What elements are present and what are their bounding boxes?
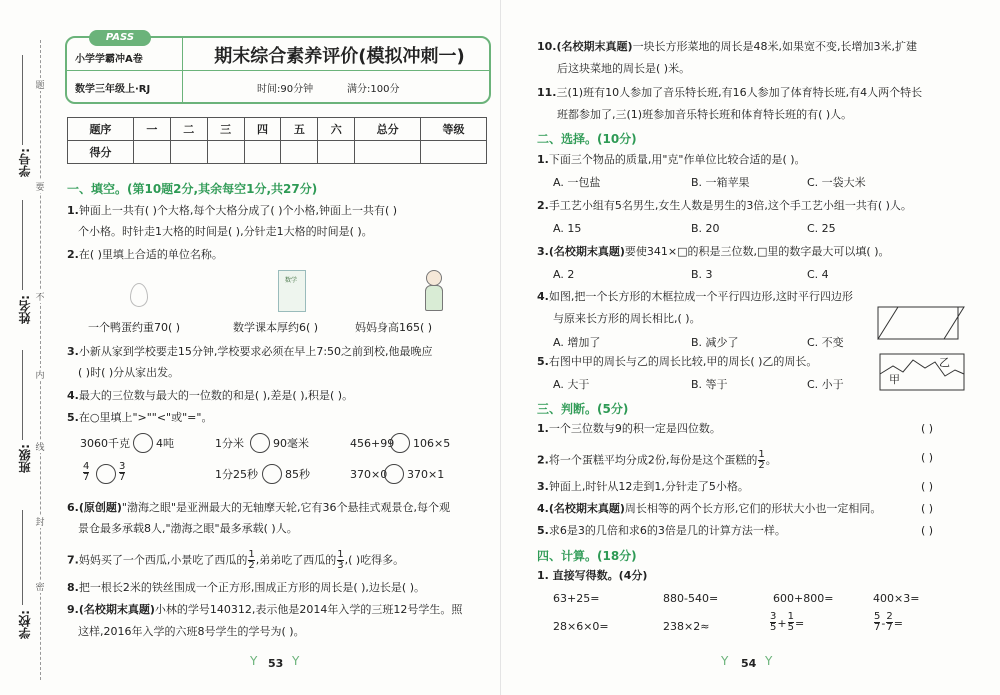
fraction-one-third	[337, 550, 343, 571]
choice-option[interactable]: A. 2	[553, 268, 575, 281]
question-text: 将一个蛋糕平均分成2份,每份是这个蛋糕的	[548, 453, 758, 467]
fraction-one-half	[758, 450, 764, 471]
score-table-header: 一	[133, 118, 170, 141]
calc-item: 63+25=	[553, 592, 600, 605]
judge-4	[537, 502, 881, 515]
sprout-icon: Y	[765, 654, 773, 668]
question-text: 三(1)班有10人参加了音乐特长班,有16人参加了体育特长班,有4人两个特长	[556, 86, 923, 99]
compare-circle[interactable]	[384, 464, 404, 484]
question-text: 周长相等的两个长方形,它们的形状大小也一定相同。	[624, 502, 882, 515]
score-cell[interactable]	[355, 141, 421, 164]
fraction-denominator: 7	[83, 472, 90, 483]
question-text: ,弟弟吃了西瓜的	[255, 553, 337, 567]
score-table	[67, 117, 487, 164]
question-number: 6.	[67, 501, 79, 514]
q2-choice-mother: 妈妈身高165( )	[355, 321, 433, 334]
question-number: 4.	[537, 290, 549, 303]
question-number: 7.	[67, 553, 79, 567]
compare-right: 106×5	[413, 437, 451, 450]
question-text: 求6是3的几倍和求6的3倍是几的计算方法一样。	[548, 524, 786, 537]
question-text: 要使341×□的积是三位数,□里的数字最大可以填( )。	[624, 245, 890, 258]
judge-answer-paren[interactable]: ( )	[921, 502, 934, 515]
compare-right: 90毫米	[273, 437, 309, 450]
question-source: (名校期末真题)	[556, 40, 633, 53]
score-table-header: 题序	[68, 118, 134, 141]
compare-right: 85秒	[285, 468, 310, 481]
calc-item: 600+800=	[773, 592, 834, 605]
fraction-denominator: 5	[787, 622, 794, 633]
name-line[interactable]	[22, 200, 23, 290]
fraction-denominator: 7	[119, 472, 126, 483]
class-line[interactable]	[22, 350, 23, 440]
question-number: 3.	[537, 480, 549, 493]
fraction-three-sevenths	[118, 462, 126, 483]
choice-option[interactable]: A. 一包盐	[553, 176, 601, 189]
score-table-row	[68, 141, 487, 164]
score-table-header: 等级	[421, 118, 487, 141]
question-number: 5.	[537, 524, 549, 537]
judge-answer-paren[interactable]: ( )	[921, 451, 934, 464]
jia-yi-figure	[879, 352, 965, 392]
school-line[interactable]	[22, 510, 23, 605]
fraction-denominator: 7	[874, 622, 881, 633]
mother-image	[426, 270, 442, 286]
judge-answer-paren[interactable]: ( )	[921, 524, 934, 537]
sprout-icon: Y	[250, 654, 258, 668]
seal-word: 要	[34, 180, 46, 193]
fraction-numerator: 1	[337, 549, 344, 560]
calc-item: 28×6×0=	[553, 620, 609, 633]
question-2	[67, 248, 223, 261]
question-6-line1	[67, 501, 450, 514]
choice-option[interactable]: B. 减少了	[691, 336, 739, 349]
fraction-numerator: 1	[248, 549, 255, 560]
exam-title: 期末综合素养评价(模拟冲刺一)	[214, 46, 465, 67]
question-3-line2: ( )时( )分从家出发。	[78, 366, 180, 379]
score-table-header: 四	[244, 118, 281, 141]
pass-logo: PASS	[89, 30, 151, 46]
question-text: 下面三个物品的质量,用"克"作单位比较合适的是( )。	[548, 153, 806, 166]
compare-circle[interactable]	[133, 433, 153, 453]
rectangle-parallelogram-figure	[876, 303, 966, 343]
score-cell[interactable]	[170, 141, 207, 164]
question-source: (名校期末真题)	[548, 245, 625, 258]
question-7	[67, 550, 404, 571]
series-name: 小学学霸冲A卷	[75, 54, 143, 65]
question-9-line1	[67, 603, 462, 616]
fraction-four-sevenths	[82, 462, 90, 483]
question-text: 把一根长2米的铁丝围成一个正方形,围成正方形的周长是( ),边长是( )。	[78, 581, 425, 594]
question-number: 3.	[67, 345, 79, 358]
fraction-numerator: 2	[886, 611, 893, 622]
question-number: 1.	[67, 204, 79, 217]
score-cell[interactable]	[207, 141, 244, 164]
judge-answer-paren[interactable]: ( )	[921, 480, 934, 493]
choice-option[interactable]: C. 25	[807, 222, 836, 235]
question-number: 5.	[537, 355, 549, 368]
judge-1	[537, 422, 721, 435]
compare-left: 1分米	[215, 437, 244, 450]
fraction-numerator: 3	[770, 611, 777, 622]
question-number: 10.	[537, 40, 557, 53]
seal-word: 内	[34, 368, 46, 381]
compare-left: 1分25秒	[215, 468, 258, 481]
calc-item: 238×2≈	[663, 620, 710, 633]
score-table-header-row	[68, 118, 487, 141]
choice-option[interactable]: B. 3	[691, 268, 713, 281]
judge-3	[537, 480, 749, 493]
fraction-numerator: 5	[874, 611, 881, 622]
question-text: 。	[765, 453, 777, 467]
score-table-header: 总分	[355, 118, 421, 141]
student-id-line[interactable]	[22, 55, 23, 145]
fraction-numerator: 1	[758, 449, 765, 460]
mother-image-body	[425, 285, 443, 311]
question-text: 最大的三位数与最大的一位数的和是( ),差是( ),积是( )。	[78, 389, 354, 402]
seal-word: 封	[34, 515, 46, 528]
choice-option[interactable]: B. 一箱苹果	[691, 176, 750, 189]
label-jia: 甲	[889, 373, 900, 386]
fraction-numerator: 3	[119, 461, 126, 472]
choice-3	[537, 245, 889, 258]
exam-header	[65, 32, 491, 104]
judge-answer-paren[interactable]: ( )	[921, 422, 934, 435]
compare-left: 370×0	[350, 468, 388, 481]
question-number: 5.	[67, 411, 79, 424]
operator: -	[881, 617, 886, 630]
score-table-header: 五	[281, 118, 318, 141]
rectangle-frame	[878, 307, 958, 339]
question-10-line1	[537, 40, 917, 53]
section-choice-title: 二、选择。(10分)	[537, 132, 637, 146]
question-number: 2.	[67, 248, 79, 261]
choice-option[interactable]: C. 一袋大米	[807, 176, 866, 189]
compare-circle[interactable]	[390, 433, 410, 453]
choice-option[interactable]: C. 不变	[807, 336, 844, 349]
seal-word: 不	[34, 290, 46, 303]
question-1-line1	[67, 204, 397, 217]
choice-option[interactable]: B. 20	[691, 222, 720, 235]
question-number: 2.	[537, 453, 549, 467]
calc-fraction-diff: $\frac{5}{7}$ - $\frac{2}{7}$ =	[874, 611, 903, 633]
compare-left: 3060千克	[80, 437, 130, 450]
section-calc-title: 四、计算。(18分)	[537, 549, 637, 563]
label-yi: 乙	[939, 356, 950, 369]
question-text: 一个三位数与9的积一定是四位数。	[548, 422, 721, 435]
fraction-denominator: 2	[758, 460, 765, 471]
question-number: 4.	[67, 389, 79, 402]
choice-4-line2: 与原来长方形的周长相比,( )。	[553, 312, 701, 325]
question-number: 4.	[537, 502, 549, 515]
duck-egg-image	[130, 283, 148, 307]
score-table-header: 三	[207, 118, 244, 141]
sprout-icon: Y	[292, 654, 300, 668]
question-3-line1	[67, 345, 433, 358]
question-number: 3.	[537, 245, 549, 258]
question-text: 手工艺小组有5名男生,女生人数是男生的3倍,这个手工艺小组一共有( )人。	[548, 199, 912, 212]
choice-option[interactable]: C. 小于	[807, 378, 844, 391]
question-5	[67, 411, 212, 424]
choice-4-line1	[537, 290, 853, 303]
question-text: 右图中甲的周长与乙的周长比较,甲的周长( )乙的周长。	[548, 355, 818, 368]
question-11-line1	[537, 86, 922, 99]
fraction-numerator: 4	[83, 461, 90, 472]
page-number: 53	[268, 657, 284, 670]
question-text: 一块长方形菜地的周长是48米,如果宽不变,长增加3米,扩建	[632, 40, 918, 53]
score-table-header: 六	[318, 118, 355, 141]
question-text: 在○里填上">""<"或"="。	[78, 411, 213, 424]
question-9-line2: 这样,2016年入学的六班8号学生的学号为( )。	[78, 625, 305, 638]
seal-word: 线	[34, 440, 46, 453]
score-row-label: 得分	[68, 141, 134, 164]
right-page	[500, 0, 1000, 695]
compare-left: 456+99	[350, 437, 395, 450]
grade-subject: 数学三年级上·RJ	[75, 84, 151, 95]
question-text: 妈妈买了一个西瓜,小景吃了西瓜的	[78, 553, 248, 567]
exam-full-score: 满分:100分	[347, 84, 400, 95]
question-1-line2: 个小格。时针走1大格的时间是( ),分针走1大格的时间是( )。	[78, 225, 373, 238]
choice-option[interactable]: A. 15	[553, 222, 582, 235]
calc-item: 400×3=	[873, 592, 920, 605]
class-label: 班级:	[18, 444, 32, 473]
exam-time: 时间:90分钟	[257, 84, 314, 95]
compare-circle[interactable]	[96, 464, 116, 484]
operator: +	[777, 617, 787, 630]
question-number: 1.	[537, 153, 549, 166]
compare-right: 4吨	[156, 437, 174, 450]
question-8	[67, 581, 425, 594]
question-number: 9.	[67, 603, 79, 616]
book-label: 数学	[285, 277, 298, 284]
score-cell[interactable]	[244, 141, 281, 164]
choice-option[interactable]: A. 增加了	[553, 336, 601, 349]
section-judge-title: 三、判断。(5分)	[537, 402, 629, 416]
question-source: (原创题)	[78, 501, 122, 514]
parallelogram-frame	[878, 307, 964, 339]
q2-choice-egg: 一个鸭蛋约重70( )	[88, 321, 181, 334]
student-id-label: 学号:	[18, 148, 32, 177]
calc-subtitle: 1. 直接写得数。(4分)	[537, 569, 648, 582]
choice-1	[537, 153, 806, 166]
calc-fraction-sum: $\frac{3}{5}$ + $\frac{1}{5}$ =	[770, 611, 805, 633]
question-number: 8.	[67, 581, 79, 594]
choice-option[interactable]: A. 大于	[553, 378, 590, 391]
score-cell[interactable]	[421, 141, 487, 164]
question-10-line2: 后这块菜地的周长是( )米。	[557, 62, 691, 75]
fraction-denominator: 3	[337, 560, 344, 571]
question-source: (名校期末真题)	[548, 502, 625, 515]
calc-item: 880-540=	[663, 592, 719, 605]
question-4	[67, 389, 353, 402]
question-number: 11.	[537, 86, 557, 99]
fraction-numerator: 1	[787, 611, 794, 622]
sprout-icon: Y	[721, 654, 729, 668]
fraction-one-half	[248, 550, 254, 571]
choice-2	[537, 199, 912, 212]
score-cell[interactable]	[281, 141, 318, 164]
fraction-denominator: 2	[248, 560, 255, 571]
seal-word: 题	[34, 78, 46, 91]
fraction-denominator: 5	[770, 622, 777, 633]
score-cell[interactable]	[318, 141, 355, 164]
school-label: 学校:	[18, 610, 32, 639]
question-text: 钟面上,时针从12走到1,分针走了5小格。	[548, 480, 749, 493]
q2-choice-book: 数学课本厚约6( )	[233, 321, 319, 334]
score-cell[interactable]	[133, 141, 170, 164]
name-label: 姓名:	[18, 295, 32, 324]
question-text: ,( )吃得多。	[344, 553, 405, 567]
section-fill-in-title: 一、填空。(第10题2分,其余每空1分,共27分)	[67, 182, 318, 196]
question-11-line2: 班都参加了,三(1)班参加音乐特长班和体育特长班的有( )人。	[557, 108, 853, 121]
question-text: 钟面上一共有( )个大格,每个大格分成了( )个小格,钟面上一共有( )	[78, 204, 398, 217]
question-number: 2.	[537, 199, 549, 212]
question-text: 如图,把一个长方形的木框拉成一个平行四边形,这时平行四边形	[548, 290, 853, 303]
header-divider	[67, 70, 489, 71]
question-number: 1.	[537, 422, 549, 435]
question-text: "渤海之眼"是亚洲最大的无轴摩天轮,它有36个悬挂式观景仓,每个观	[121, 501, 451, 514]
fraction-denominator: 7	[886, 622, 893, 633]
question-text: 在( )里填上合适的单位名称。	[78, 248, 223, 261]
choice-option[interactable]: B. 等于	[691, 378, 728, 391]
seal-word: 密	[34, 580, 46, 593]
page-number: 54	[741, 657, 757, 670]
question-text: 小林的学号140312,表示他是2014年入学的三班12号学生。照	[154, 603, 463, 616]
question-source: (名校期末真题)	[78, 603, 155, 616]
score-table-header: 二	[170, 118, 207, 141]
judge-5	[537, 524, 786, 537]
judge-2	[537, 450, 777, 471]
question-6-line2: 景仓最多承载8人,"渤海之眼"最多承载( )人。	[78, 522, 298, 535]
question-text: 小新从家到学校要走15分钟,学校要求必须在早上7:50之前到校,他最晚应	[78, 345, 433, 358]
math-book-image	[278, 270, 306, 312]
compare-circle[interactable]	[262, 464, 282, 484]
choice-option[interactable]: C. 4	[807, 268, 829, 281]
compare-right: 370×1	[407, 468, 445, 481]
compare-circle[interactable]	[250, 433, 270, 453]
choice-5	[537, 355, 817, 368]
